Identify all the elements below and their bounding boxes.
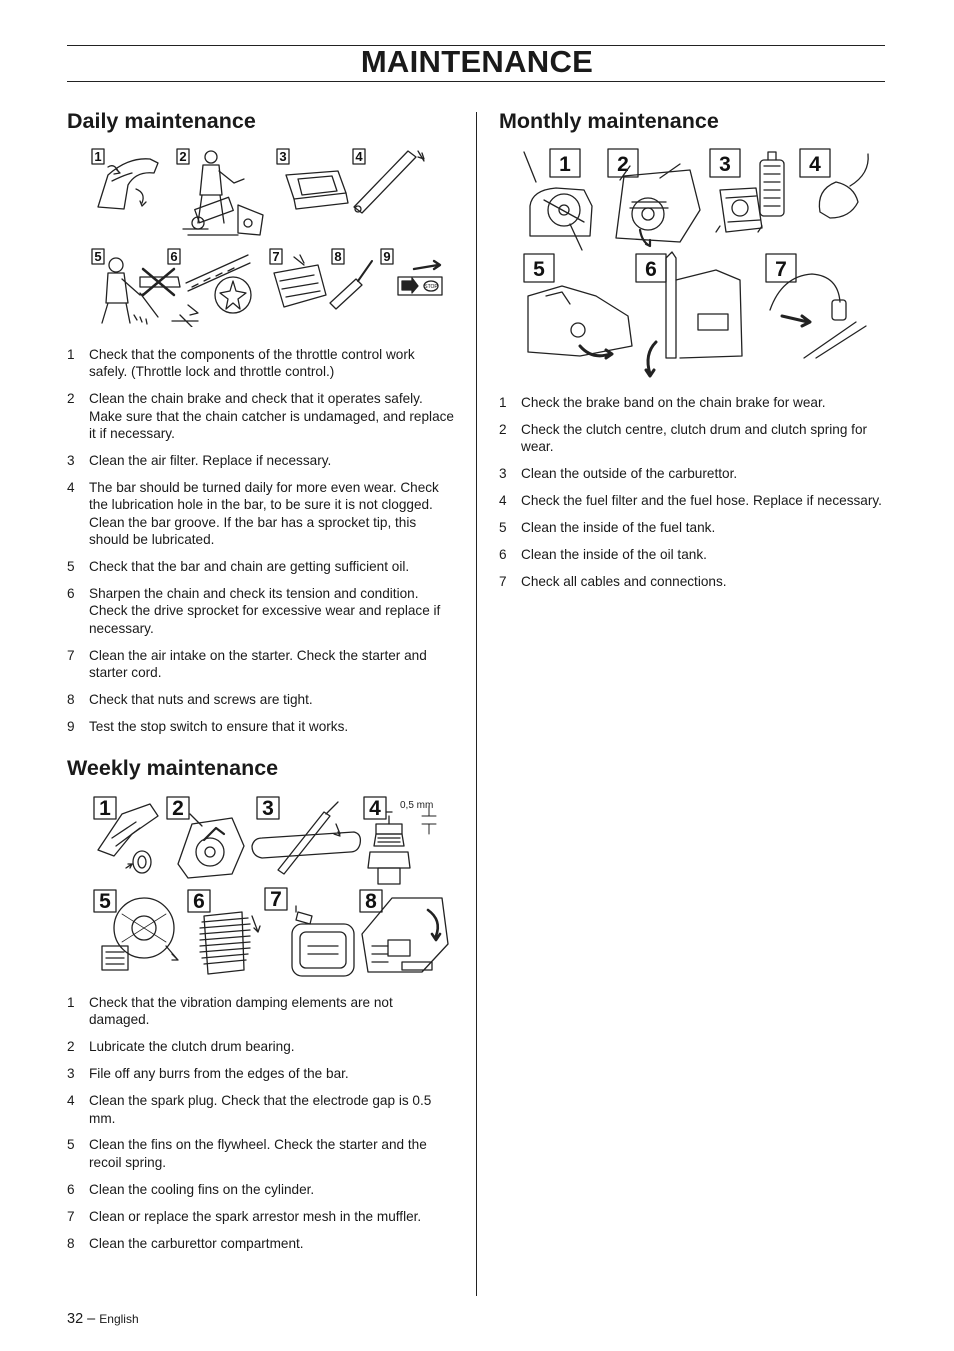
list-item: 2 Check the clutch centre, clutch drum and clutch spring for wear. <box>499 421 868 455</box>
svg-text:4: 4 <box>369 797 381 820</box>
person-chain-brake-icon <box>183 151 263 235</box>
weekly-illustration <box>92 794 452 984</box>
list-item: 3 Clean the air filter. Replace if necessary. <box>67 453 332 469</box>
gap-label: 0,5 mm <box>400 800 434 811</box>
daily-label-6 <box>168 249 180 264</box>
weekly-heading: Weekly maintenance <box>67 756 279 780</box>
monthly-figure <box>520 146 884 382</box>
weekly-label-8 <box>360 890 382 913</box>
svg-text:2: 2 <box>172 797 184 820</box>
page-number: 32 <box>67 1311 84 1327</box>
weekly-label-7 <box>265 888 287 911</box>
weekly-figure <box>92 794 452 984</box>
svg-text:7: 7 <box>775 258 787 281</box>
list-item: 7 Check all cables and connections. <box>499 573 727 589</box>
svg-text:3: 3 <box>279 149 287 164</box>
throttle-handle-icon <box>98 159 158 209</box>
list-item: 5 Clean the inside of the fuel tank. <box>499 520 716 536</box>
daily-illustration <box>88 145 452 327</box>
daily-list <box>67 346 455 745</box>
monthly-heading: Monthly maintenance <box>499 109 719 133</box>
monthly-label-7 <box>766 254 796 282</box>
list-item: 4 Clean the spark plug. Check that the electrode gap is 0.5 mm. <box>67 1093 432 1126</box>
footer-language: English <box>99 1312 139 1326</box>
svg-text:5: 5 <box>94 249 102 264</box>
svg-text:STOP: STOP <box>424 284 438 290</box>
daily-label-2 <box>177 149 189 164</box>
daily-label-1 <box>92 149 104 164</box>
monthly-label-5 <box>524 254 554 282</box>
weekly-label-1 <box>94 797 116 820</box>
screwdriver-icon <box>330 261 372 309</box>
list-item: 7 Clean the air intake on the starter. Check the starter and starter cord. <box>67 647 427 681</box>
weekly-label-5 <box>94 890 116 913</box>
list-item: 4 The bar should be turned daily for more even wear. Check the lubrication hole in the bar, to be sure it is not clogged. Clean the bar groove. If the bar has a sprocket tip, this should be lubricated. <box>67 479 439 548</box>
monthly-label-3 <box>710 149 740 177</box>
svg-text:6: 6 <box>193 890 205 913</box>
svg-text:9: 9 <box>383 249 391 264</box>
svg-text:6: 6 <box>645 258 657 281</box>
list-item: 5 Check that the bar and chain are getting sufficient oil. <box>67 559 410 575</box>
svg-text:8: 8 <box>334 249 342 264</box>
column-divider <box>476 112 477 1296</box>
svg-text:1: 1 <box>94 149 102 164</box>
svg-text:3: 3 <box>719 153 731 176</box>
svg-text:1: 1 <box>99 797 111 820</box>
list-item: 3 Clean the outside of the carburettor. <box>499 466 738 482</box>
list-item: 2 Lubricate the clutch drum bearing. <box>67 1039 295 1055</box>
monthly-label-4 <box>800 149 830 177</box>
monthly-label-6 <box>636 254 666 282</box>
list-item: 8 Check that nuts and screws are tight. <box>67 692 313 707</box>
list-item: 2 Clean the chain brake and check that it operates safely. Make sure that the chain catcher is undamaged, and replace it if necessary. <box>67 391 454 442</box>
daily-heading: Daily maintenance <box>67 109 256 133</box>
svg-text:2: 2 <box>617 153 629 176</box>
list-item: 1 Check that the components of the throttle control work safely. (Throttle lock and throttle control.) <box>67 347 415 380</box>
svg-text:8: 8 <box>365 890 377 913</box>
list-item: 6 Sharpen the chain and check its tension and condition. Check the drive sprocket for excessive wear and replace if necessary. <box>67 585 441 636</box>
carburettor-icon <box>716 188 762 232</box>
list-item: 1 Check that the vibration damping elements are not damaged. <box>67 995 393 1028</box>
daily-label-9 <box>381 249 393 264</box>
weekly-label-4 <box>364 797 386 820</box>
svg-text:7: 7 <box>272 249 280 264</box>
svg-text:6: 6 <box>170 249 178 264</box>
monthly-illustration <box>520 146 884 382</box>
weekly-label-3 <box>257 797 279 820</box>
monthly-label-2 <box>608 149 638 177</box>
cylinder-fins-icon <box>200 912 260 974</box>
list-item: 3 File off any burrs from the edges of the bar. <box>67 1066 349 1082</box>
svg-text:5: 5 <box>533 258 545 281</box>
daily-label-3 <box>277 149 289 164</box>
daily-label-4 <box>353 149 365 164</box>
page-title: MAINTENANCE <box>360 44 594 79</box>
list-item: 8 Clean the carburettor compartment. <box>67 1235 304 1251</box>
header-rule-bottom <box>67 81 885 82</box>
air-filter-icon <box>286 171 348 209</box>
monthly-label-1 <box>550 149 580 177</box>
svg-text:1: 1 <box>559 153 571 176</box>
svg-text:5: 5 <box>99 890 111 913</box>
cable-connection-icon <box>770 274 866 358</box>
weekly-label-6 <box>188 890 210 913</box>
svg-text:7: 7 <box>270 888 282 911</box>
svg-text:3: 3 <box>262 797 274 820</box>
page-footer <box>67 1311 139 1327</box>
list-item: 4 Check the fuel filter and the fuel hose. Replace if necessary. <box>499 493 882 509</box>
daily-label-5 <box>92 249 104 264</box>
daily-label-8 <box>332 249 344 264</box>
weekly-list <box>67 994 455 1261</box>
svg-text:4: 4 <box>809 153 821 176</box>
muffler-icon <box>292 906 354 976</box>
list-item: 5 Clean the fins on the flywheel. Check the starter and the recoil spring. <box>67 1137 427 1170</box>
stop-switch-icon <box>398 261 442 295</box>
list-item: 9 Test the stop switch to ensure that it works. <box>67 718 349 734</box>
clutch-drum-icon <box>178 814 244 878</box>
monthly-list <box>499 394 887 600</box>
weekly-label-2 <box>167 797 189 820</box>
list-item: 1 Check the brake band on the chain brake for wear. <box>499 395 826 410</box>
list-item: 6 Clean the inside of the oil tank. <box>499 546 707 562</box>
svg-text:2: 2 <box>179 149 187 164</box>
list-item: 7 Clean or replace the spark arrestor mesh in the muffler. <box>67 1208 422 1224</box>
svg-text:4: 4 <box>355 149 363 164</box>
list-item: 6 Clean the cooling fins on the cylinder. <box>67 1181 315 1197</box>
fuel-tank-icon <box>528 286 632 358</box>
footer-separator: – <box>87 1311 96 1327</box>
daily-label-7 <box>270 249 282 264</box>
daily-figure <box>88 145 452 327</box>
